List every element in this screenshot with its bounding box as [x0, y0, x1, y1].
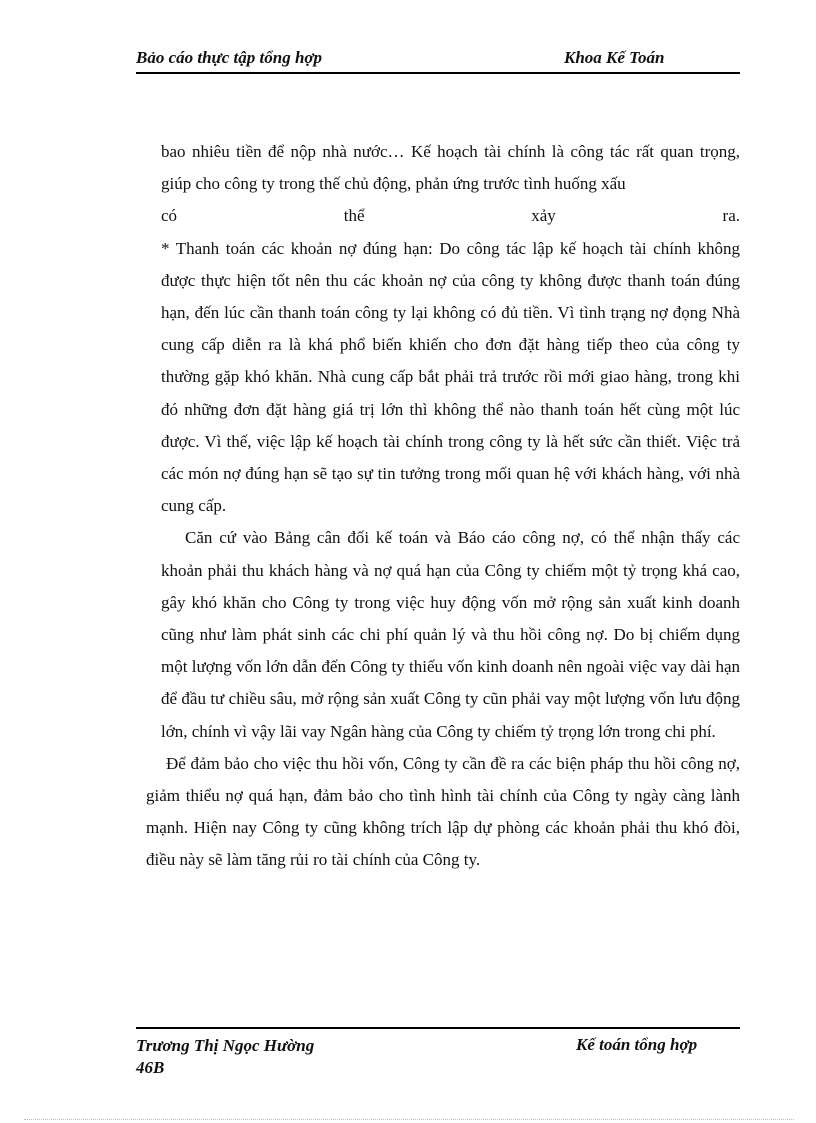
paragraph-1-tail: có thể xảy ra. — [161, 206, 740, 226]
page-footer — [136, 1027, 740, 1077]
author-class: 46B — [136, 1058, 165, 1077]
page-edge-divider — [24, 1119, 794, 1120]
paragraph-capital-recovery: Để đảm bảo cho việc thu hồi vốn, Công ty cần đề ra các biện pháp thu hồi công nợ, giảm thiểu nợ quá hạn, đảm bảo cho tình hình tài chính của Công ty ngày càng lành mạnh. Hiện nay Công ty cũng không trích lập dự phòng các khoản phải thu khó đòi, điều này sẽ làm tăng rủi ro tài chính của Công ty. — [146, 753, 740, 870]
document-body — [146, 136, 740, 877]
author-name: Trương Thị Ngọc Hường — [136, 1036, 315, 1055]
report-title: Bảo cáo thực tập tổng hợp — [136, 48, 323, 67]
department-name: Khoa Kế Toán — [564, 48, 665, 67]
specialization: Kế toán tổng hợp — [576, 1035, 698, 1054]
page-header — [136, 48, 740, 74]
paragraph-1: bao nhiêu tiền để nộp nhà nước… Kế hoạch tài chính là công tác rất quan trọng, giúp cho công ty trong thế chủ động, phản ứng trước tình huống xấu — [161, 142, 740, 194]
paragraph-receivables: Căn cứ vào Bảng cân đối kế toán và Báo cáo công nợ, có thể nhận thấy các khoản phải thu khách hàng và nợ quá hạn của Công ty chiếm một tỷ trọng khá cao, gây khó khăn cho Công ty trong việc huy động vốn mở rộng sản xuất kinh doanh cũng như làm phát sinh các chi phí quản lý và thu hồi công nợ. Do bị chiếm dụng một lượng vốn lớn dẫn đến Công ty thiếu vốn kinh doanh nên ngoài việc vay dài hạn để đầu tư chiều sâu, mở rộng sản xuất Công ty cũn phải vay một lượng vốn lưu động lớn, chính vì vậy lãi vay Ngân hàng của Công ty chiếm tỷ trọng lớn trong chi phí. — [161, 528, 740, 741]
paragraph-debt-payment: * Thanh toán các khoản nợ đúng hạn: Do công tác lập kế hoạch tài chính không được thực hiện tốt nên thu các khoản nợ của công ty không được thanh toán đúng hạn, đến lúc cần thanh toán công ty lại không có đủ tiền. Vì tình trạng nợ đọng Nhà cung cấp diễn ra là khá phổ biến khiến cho đơn đặt hàng tiếp theo của công ty thường gặp khó khăn. Nhà cung cấp bắt phải trả trước rồi mới giao hàng, trong khi đó những đơn đặt hàng giá trị lớn thì không thể nào thanh toán hết cùng một lúc được. Vì thế, việc lập kế hoạch tài chính trong công ty là hết sức cần thiết. Việc trả các món nợ đúng hạn sẽ tạo sự tin tưởng trong mối quan hệ với khách hàng, với nhà cung cấp. — [161, 238, 740, 516]
author-block — [136, 1035, 314, 1079]
